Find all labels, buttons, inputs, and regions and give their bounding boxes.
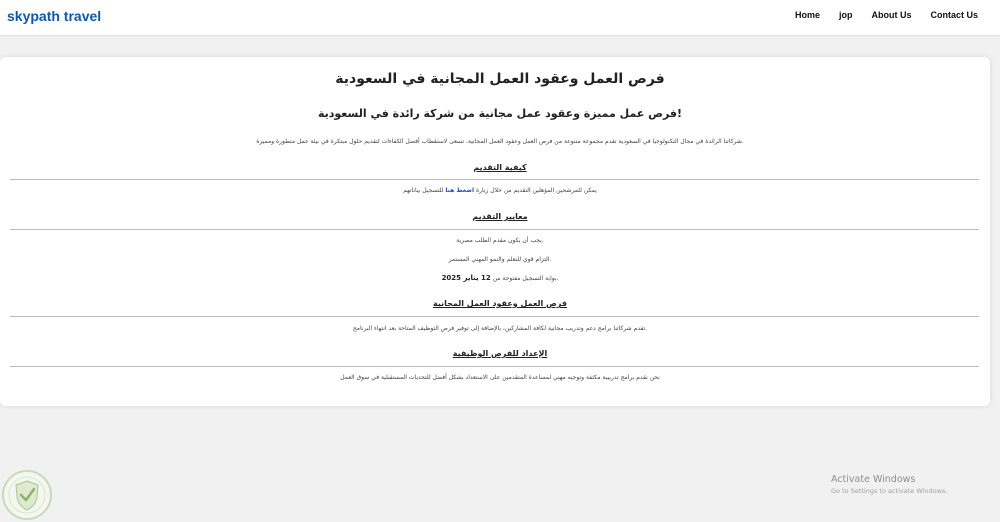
deadline-line bbox=[0, 274, 1000, 282]
section-divider bbox=[10, 316, 979, 317]
how-to-apply-text bbox=[0, 187, 1000, 194]
top-navbar bbox=[0, 0, 1000, 36]
criteria-item: .التزام قوي للتعلم والنمو المهني المستمر bbox=[448, 256, 552, 263]
section-divider bbox=[10, 366, 979, 367]
preparation-heading: الإعداد للفرص الوظيفية bbox=[452, 349, 548, 358]
intro-text: .شركاتنا الرائدة في مجال التكنولوجيا في السعودية تقدم مجموعة متنوعة من فرص العمل وعقود العمل المجانية. تسعى لاستقطاب أفضل الكفاءات لتقديم حلول مبتكرة في بيئة عمل متطورة ومميزة bbox=[256, 138, 744, 145]
activate-windows-title: Activate Windows bbox=[831, 474, 916, 485]
section-divider bbox=[10, 229, 979, 230]
nav-link-jop[interactable]: jop bbox=[838, 10, 853, 20]
preparation-text: نحن نقدم برامج تدريبية مكثفة وتوجيه مهني لمساعدة المتقدمين على الاستعداد بشكل أفضل للتحديات المستقبلية في سوق العمل bbox=[340, 374, 660, 381]
opportunities-heading: فرص العمل وعقود العمل المجانية bbox=[433, 299, 567, 308]
activate-windows-subtitle: Go to Settings to activate Windows. bbox=[831, 487, 948, 495]
nav-link-contact-us[interactable]: Contact Us bbox=[930, 10, 978, 20]
nav-link-home[interactable]: Home bbox=[794, 10, 820, 20]
criteria-heading: معايير التقديم bbox=[472, 212, 528, 221]
section-divider bbox=[10, 179, 979, 180]
opportunities-text: .تقدم شركاتنا برامج دعم وتدريب مجانية لكافة المشاركين، بالإضافة إلى توفير فرص التوظيف المتاحة بعد انتهاء البرنامج bbox=[352, 325, 648, 332]
deadline-text: .بوابة التسجيل مفتوحة من bbox=[492, 275, 559, 282]
deadline-date: 12 يناير 2025 bbox=[441, 274, 491, 282]
nav-links bbox=[795, 10, 978, 20]
page-title: فرص العمل وعقود العمل المجانية في السعودية bbox=[335, 71, 665, 87]
shield-check-logo-icon bbox=[0, 468, 54, 522]
how-to-apply-heading: كيفية التقديم bbox=[473, 163, 527, 172]
how-to-apply-text-after: للتسجيل بياناتهم bbox=[403, 187, 444, 194]
brand-link[interactable]: skypath travel bbox=[7, 8, 102, 24]
page-subtitle: !فرص عمل مميزة وعقود عمل مجانية من شركة رائدة في السعودية bbox=[317, 107, 683, 120]
how-to-apply-text-before: يمكن للمرشحين المؤهلين التقديم من خلال زيارة bbox=[475, 187, 597, 194]
register-link[interactable]: اضغط هنا bbox=[445, 187, 475, 194]
criteria-item: .يجب أن يكون مقدم الطلب مصرية bbox=[456, 237, 544, 244]
nav-link-about-us[interactable]: About Us bbox=[871, 10, 912, 20]
